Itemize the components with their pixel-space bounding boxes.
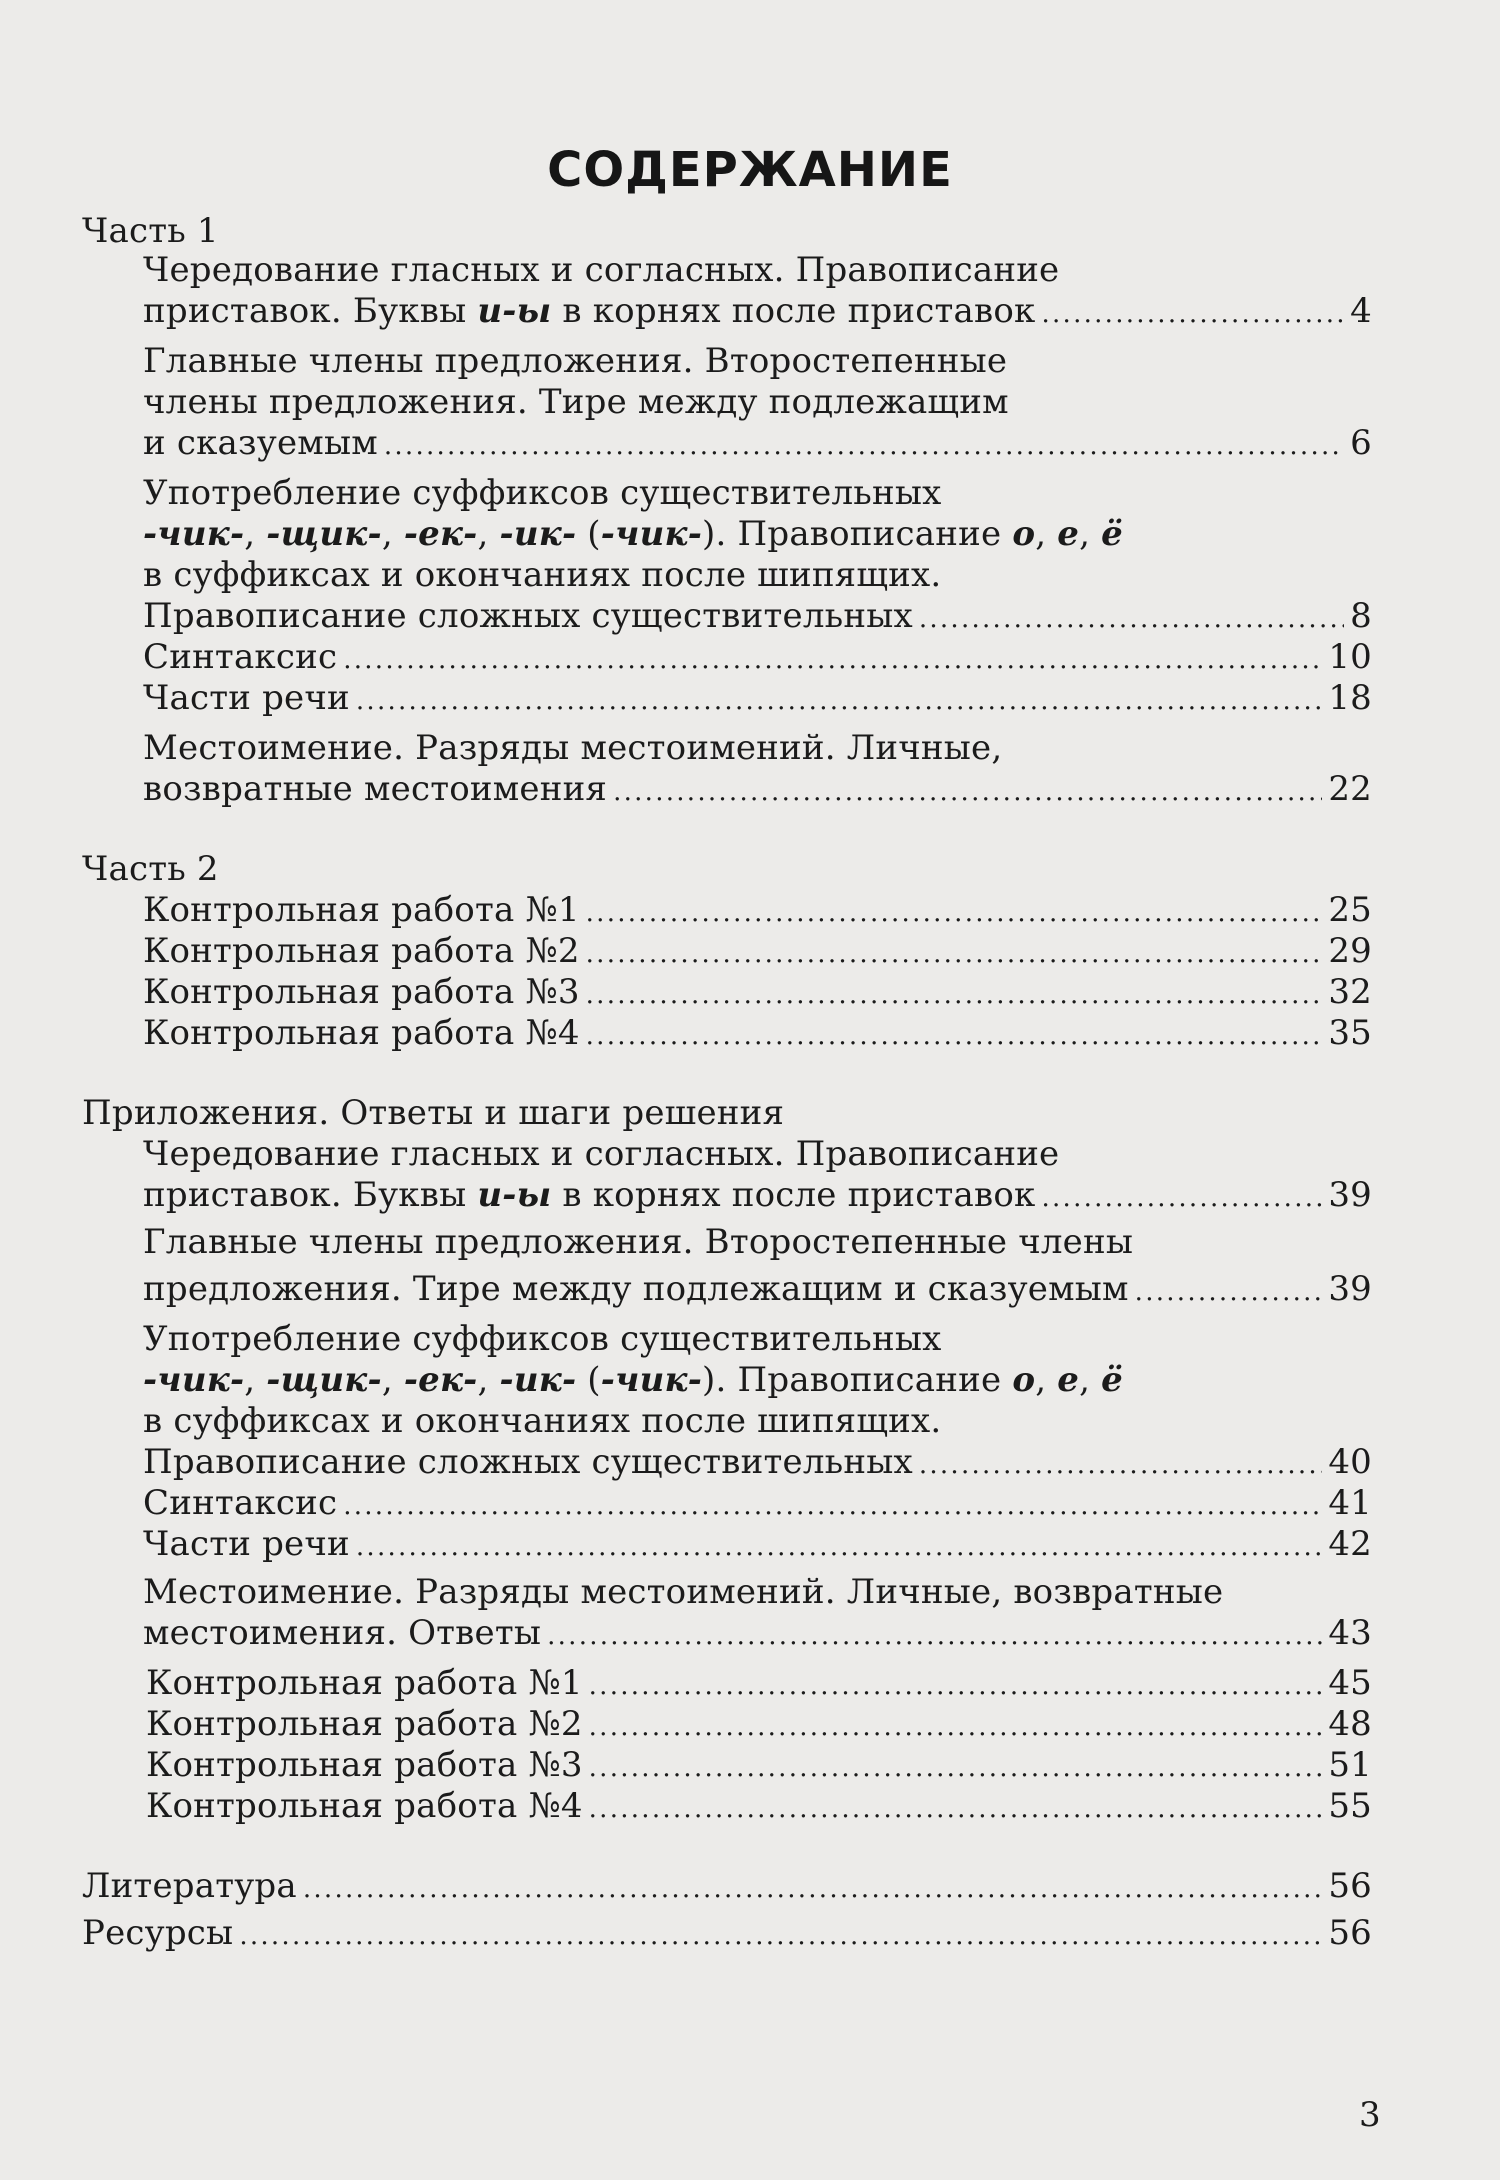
toc-entry-text: -чик-, -щик-, -ек-, -ик- (-чик-). Правописание о, е, ё [143, 514, 1123, 554]
dot-leader [586, 929, 1323, 973]
page-ref: 29 [1328, 931, 1372, 971]
page-ref: 4 [1350, 291, 1372, 331]
toc-entry: Контрольная работа №1 . . . 25 [143, 888, 1372, 932]
toc-entry: Контрольная работа №4 . . . 55 [146, 1784, 1372, 1828]
dot-leader [1041, 1173, 1322, 1217]
page-ref: 22 [1328, 769, 1372, 809]
part1-heading: Часть 1 [82, 211, 219, 251]
page-ref: 48 [1328, 1704, 1372, 1744]
toc-entry-text: Главные члены предложения. Второстепенные [143, 341, 1008, 381]
page-ref: 51 [1328, 1745, 1372, 1785]
dot-leader [589, 1661, 1323, 1705]
page-ref: 40 [1328, 1442, 1372, 1482]
page-ref: 6 [1350, 423, 1372, 463]
page-title: СОДЕРЖАНИЕ [547, 142, 953, 198]
dot-leader [384, 421, 1344, 465]
part2-heading: Часть 2 [82, 849, 219, 889]
toc-entry: приставок. Буквы и-ы в корнях после приставок . . . 39 [143, 1173, 1372, 1217]
toc-entry: местоимения. Ответы . . . 43 [143, 1611, 1372, 1655]
toc-entry-text: в суффиксах и окончаниях после шипящих. [143, 1401, 942, 1441]
toc-entry: Части речи . . . 18 [143, 676, 1372, 720]
dot-leader [586, 970, 1323, 1014]
toc-entry-text: -чик-, -щик-, -ек-, -ик- (-чик-). Правописание о, е, ё [143, 1360, 1123, 1400]
toc-entry-text: Местоимение. Разряды местоимений. Личные, [143, 728, 1003, 768]
toc-entry: Части речи . . . 42 [143, 1522, 1372, 1566]
toc-entry-text: Местоимение. Разряды местоимений. Личные, возвратные [143, 1572, 1224, 1612]
dot-leader [356, 1522, 1322, 1566]
dot-leader [589, 1702, 1323, 1746]
dot-leader [1041, 289, 1344, 333]
page-ref: 45 [1328, 1663, 1372, 1703]
toc-entry-literature: Литература . . . 56 [82, 1864, 1372, 1908]
page-ref: 41 [1328, 1483, 1372, 1523]
page-ref: 43 [1328, 1613, 1372, 1653]
page-ref: 55 [1328, 1786, 1372, 1826]
page-ref: 56 [1328, 1913, 1372, 1953]
page-ref: 10 [1328, 637, 1372, 677]
dot-leader [586, 1011, 1323, 1055]
dot-leader [586, 888, 1323, 932]
page-ref: 8 [1350, 596, 1372, 636]
toc-entry: Контрольная работа №3 . . . 51 [146, 1743, 1372, 1787]
toc-entry-text: Главные члены предложения. Второстепенные члены [143, 1222, 1134, 1262]
toc-entry: и сказуемым . . . 6 [143, 421, 1372, 465]
dot-leader [343, 1481, 1322, 1525]
toc-entry: предложения. Тире между подлежащим и сказуемым . . . 39 [143, 1267, 1372, 1311]
toc-entry-text: члены предложения. Тире между подлежащим [143, 382, 1009, 422]
toc-entry-text: Употребление суффиксов существительных [143, 1319, 942, 1359]
toc-entry-text: Чередование гласных и согласных. Правописание [143, 250, 1060, 290]
page-ref: 35 [1328, 1013, 1372, 1053]
page-ref: 39 [1328, 1269, 1372, 1309]
page-ref: 18 [1328, 678, 1372, 718]
toc-entry-text: Употребление суффиксов существительных [143, 473, 942, 513]
toc-entry: Контрольная работа №2 . . . 48 [146, 1702, 1372, 1746]
dot-leader [239, 1911, 1322, 1955]
toc-entry: возвратные местоимения . . . 22 [143, 767, 1372, 811]
toc-entry: Контрольная работа №3 . . . 32 [143, 970, 1372, 1014]
toc-entry-resources: Ресурсы . . . 56 [82, 1911, 1372, 1955]
page-ref: 25 [1328, 890, 1372, 930]
toc-entry: Контрольная работа №4 . . . 35 [143, 1011, 1372, 1055]
page-ref: 39 [1328, 1175, 1372, 1215]
toc-entry-text: Чередование гласных и согласных. Правописание [143, 1134, 1060, 1174]
toc-entry: Правописание сложных существительных . . . 40 [143, 1440, 1372, 1484]
toc-entry: Контрольная работа №2 . . . 29 [143, 929, 1372, 973]
dot-leader [589, 1784, 1323, 1828]
page-ref: 32 [1328, 972, 1372, 1012]
dot-leader [356, 676, 1322, 720]
toc-entry: приставок. Буквы и-ы в корнях после приставок . . . 4 [143, 289, 1372, 333]
toc-entry: Синтаксис . . . 41 [143, 1481, 1372, 1525]
page-number: 3 [1359, 2095, 1381, 2135]
dot-leader [303, 1864, 1322, 1908]
dot-leader [589, 1743, 1323, 1787]
dot-leader [1135, 1267, 1323, 1311]
dot-leader [919, 1440, 1322, 1484]
page-ref: 56 [1328, 1866, 1372, 1906]
toc-entry: Правописание сложных существительных . . . 8 [143, 594, 1372, 638]
dot-leader [547, 1611, 1322, 1655]
appendix-heading: Приложения. Ответы и шаги решения [82, 1093, 785, 1133]
page-ref: 42 [1328, 1524, 1372, 1564]
toc-entry: Контрольная работа №1 . . . 45 [146, 1661, 1372, 1705]
dot-leader [919, 594, 1344, 638]
toc-entry-text: в суффиксах и окончаниях после шипящих. [143, 555, 942, 595]
dot-leader [613, 767, 1322, 811]
dot-leader [343, 635, 1322, 679]
toc-entry: Синтаксис . . . 10 [143, 635, 1372, 679]
